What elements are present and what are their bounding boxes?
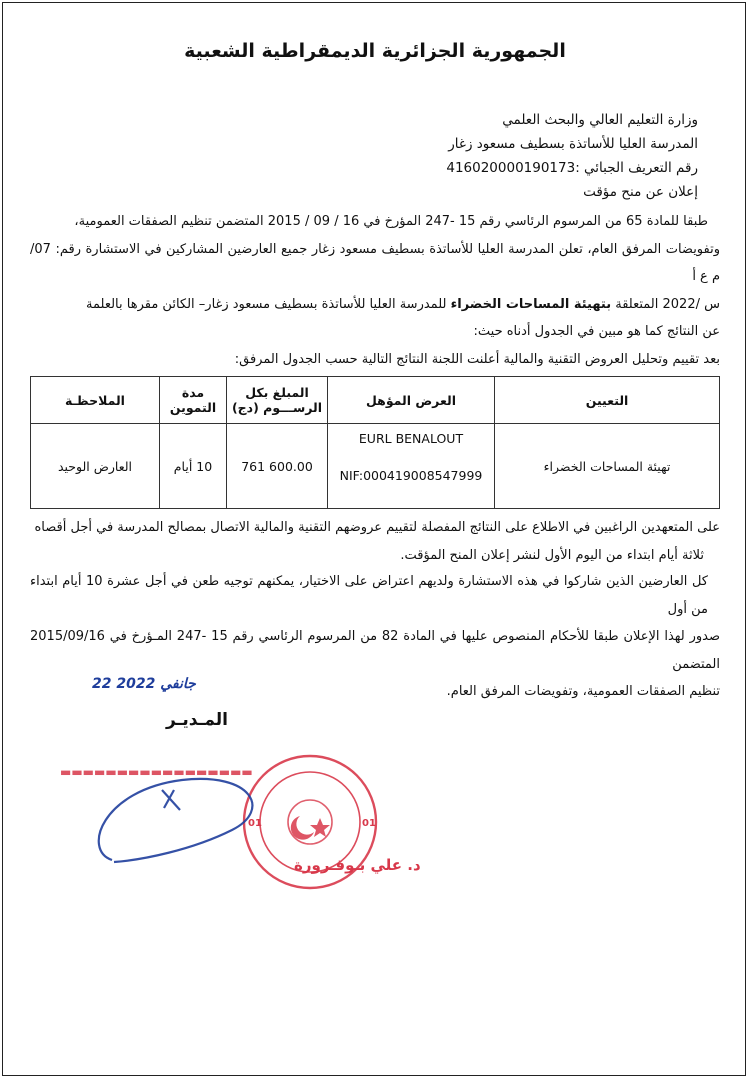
official-stamp-icon (42, 750, 421, 900)
closing-line-2: ثلاثة أيام ابتداء من اليوم الأول لنشر إعلان المنح المؤقت. (400, 547, 704, 563)
header-amount: المبلغ بكل الرســـوم (دج) (227, 377, 328, 424)
offer-nif: NIF:000419008547999 (339, 468, 483, 483)
cell-duration: 10 أيام (160, 424, 227, 509)
closing-paragraph-1 (30, 514, 720, 569)
svg-text:01: 01 (248, 818, 262, 829)
tax-id-line: رقم التعريف الجبائي :416020000190173 (446, 160, 698, 176)
intro-line-4: عن النتائج كما هو مبين في الجدول أدناه حيث: (473, 324, 720, 339)
svg-text:▬▬▬▬▬▬▬▬▬▬▬▬▬▬▬▬▬: ▬▬▬▬▬▬▬▬▬▬▬▬▬▬▬▬▬ (60, 765, 253, 779)
closing-line-1: على المتعهدين الراغبين في الاطلاع على النتائج المفصلة لتقييم عروضهم التقنية والمالية الاتصال بمصالح المدرسة في أجل أقصاه (34, 520, 720, 535)
date-stamp: 22 جانفي 2022 (92, 676, 196, 692)
intro-line-1: طبقا للمادة 65 من المرسوم الرئاسي رقم 15 -247 المؤرخ في 16 / 09 / 2015 المتضمن تنظيم الصفقات العمومية، (74, 214, 708, 229)
signatory-name: د. علي بـوقـرورة (294, 856, 421, 874)
cell-offer (328, 424, 495, 509)
closing-line-5: تنظيم الصفقات العمومية، وتفويضات المرفق العام. (446, 684, 720, 699)
header-designation: التعيين (495, 377, 720, 424)
project-name: بتهيئة المساحات الخضراء (450, 296, 612, 312)
table-header-row (31, 377, 720, 424)
closing-line-4: صدور لهذا الإعلان طبقا للأحكام المنصوص عليها في المادة 82 من المرسوم الرئاسي رقم 15 -247 المـؤرخ في 2015/09/16 المتضمن (30, 629, 721, 672)
notice-title: إعلان عن منح مؤقت (583, 184, 698, 200)
header-note: الملاحظـة (31, 377, 160, 424)
ministry-line: وزارة التعليم العالي والبحث العلمي (502, 112, 698, 128)
director-title: المـديـر (165, 710, 228, 730)
header-duration: مدة التموين (160, 377, 227, 424)
intro-paragraph (30, 208, 720, 373)
cell-note: العارض الوحيد (31, 424, 160, 509)
intro-line-2: وتفويضات المرفق العام، تعلن المدرسة العليا للأساتذة بسطيف مسعود زغار جميع العارضين المشاركين في الاستشارة رقم: 07/ م ع أ (30, 241, 720, 284)
cell-amount: 761 600.00 (227, 424, 328, 509)
svg-text:01: 01 (362, 818, 376, 829)
intro-line-3: س /2022 المتعلقة بتهيئة المساحات الخضراء للمدرسة العليا للأساتذة بسطيف مسعود زغار– الكائن مقرها بالعلمة (86, 296, 720, 312)
intro-line-5: بعد تقييم وتحليل العروض التقنية والمالية أعلنت اللجنة النتائج التالية حسب الجدول المرفق: (234, 351, 720, 367)
signature-stamp-area (42, 750, 421, 900)
closing-line-3: كل العارضين الذين شاركوا في هذه الاستشارة ولديهم اعتراض على الاختيار، يمكنهم توجيه طعن في أجل عشرة 10 أيام ابتداء من أول (30, 574, 708, 617)
republic-heading: الجمهورية الجزائرية الديمقراطية الشعبية (184, 40, 566, 62)
table-row (31, 424, 720, 509)
results-table (30, 376, 720, 509)
offer-company: EURL BENALOUT (358, 431, 464, 446)
cell-designation: تهيئة المساحات الخضراء (495, 424, 720, 509)
school-line: المدرسة العليا للأساتذة بسطيف مسعود زغار (448, 136, 698, 152)
header-offer: العرض المؤهل (328, 377, 495, 424)
